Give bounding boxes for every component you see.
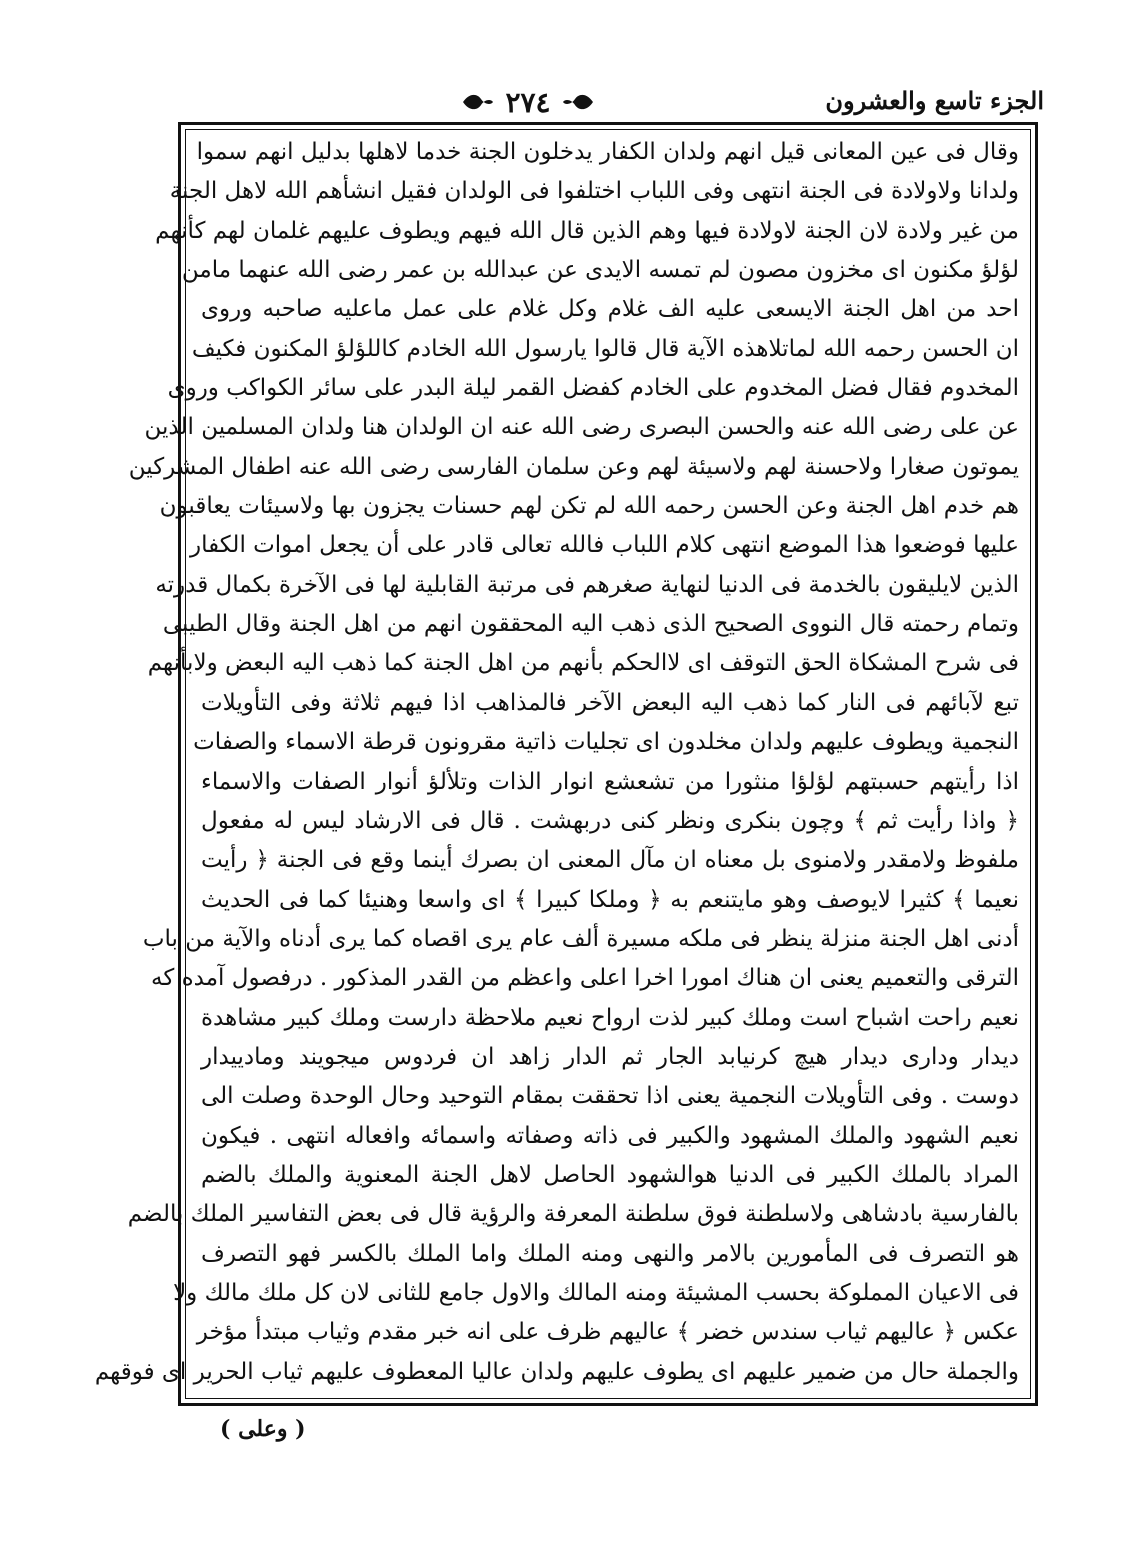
text-line: عن على رضى الله عنه والحسن البصرى رضى الله عنه ان الولدان هنا ولدان المسلمين الذين	[144, 414, 1019, 441]
text-line: ﴿ واذا رأيت ثم ﴾ وچون بنكرى ونظر كنى دربهشت . قال فى الارشاد ليس له مفعول	[201, 807, 1019, 834]
text-line: ولدانا ولاولادة فى الجنة انتهى وفى اللباب اختلفوا فى الولدان فقيل انشأهم الله لاهل الجنة	[169, 178, 1019, 205]
text-line: نعيما ﴾ كثيرا لايوصف وهو مايتنعم به ﴿ وملكا كبيرا ﴾ اى واسعا وهنيئا كما فى الحديث	[201, 886, 1019, 913]
text-line: الذين لايليقون بالخدمة فى الدنيا لنهاية صغرهم فى مرتبة القابلية لها فى الآخرة بكمال قدرته	[155, 571, 1019, 598]
text-line: اذا رأيتهم حسبتهم لؤلؤا منثورا من تشعشع انوار الذات وتلألؤ أنوار الصفات والاسماء	[201, 768, 1019, 795]
text-line: تبع لآبائهم فى النار كما ذهب اليه البعض الآخر فالمذاهب اذا فيهم ثلاثة وفى التأويلات	[201, 689, 1019, 716]
text-line: احد من اهل الجنة الايسعى عليه الف غلام وكل غلام على عمل ماعليه صاحبه وروى	[201, 296, 1019, 323]
text-line: لؤلؤ مكنون اى مخزون مصون لم تمسه الايدى عن عبدالله بن عمر رضى الله عنهما مامن	[181, 257, 1019, 284]
catchword: ( وعلى )	[220, 1416, 306, 1442]
text-line: فى شرح المشكاة الحق التوقف اى لاالحكم بأنهم من اهل الجنة كما ذهب اليه البعض ولابأنهم	[147, 650, 1019, 677]
running-head: الجزء تاسع والعشرون	[825, 86, 1044, 115]
text-line: وتمام رحمته قال النووى الصحيح الذى ذهب اليه المحققون انهم من اهل الجنة وقال الطيبى	[162, 611, 1019, 638]
text-line: نعيم الشهود والملك المشهود والكبير فى ذاته وصفاته واسمائه وافعاله انتهى . فيكون	[201, 1122, 1019, 1149]
page-header	[178, 84, 1044, 124]
left-ornament-icon	[461, 91, 495, 113]
text-line: نعيم راحت اشباح است وملك كبير لذت ارواح نعيم ملاحظة دارست وملك كبير مشاهدة	[201, 1004, 1019, 1031]
text-line: هو التصرف فى المأمورين بالامر والنهى ومنه الملك واما الملك بالكسر فهو التصرف	[201, 1240, 1019, 1267]
text-line: عكس ﴿ عاليهم ثياب سندس خضر ﴾ عاليهم ظرف على انه خبر مقدم وثياب مبتدأ مؤخر	[196, 1319, 1019, 1346]
text-line: وقال فى عين المعانى قيل انهم ولدان الكفار يدخلون الجنة خدما لاهلها بدليل انهم سموا	[196, 139, 1019, 165]
text-line: فى الاعيان المملوكة بحسب المشيئة ومنه المالك والاول جامع للثانى لان كل ملك مالك ولا	[173, 1279, 1019, 1306]
text-line: ديدار ودارى ديدار هيچ كرنيابد الجار ثم الدار زاهد ان فردوس ميجويند ومادييدار	[201, 1043, 1019, 1070]
text-line: المراد بالملك الكبير فى الدنيا هوالشهود الحاصل لاهل الجنة المعنوية والملك بالضم	[201, 1161, 1019, 1188]
text-line: بالفارسية بادشاهى ولاسلطنة فوق سلطنة المعرفة والرؤية قال فى بعض التفاسير الملك بالضم	[127, 1201, 1019, 1228]
text-line: الترقى والتعميم يعنى ان هناك امورا اخرا اعلى واعظم من القدر المذكور . درفصول آمده كه	[151, 965, 1019, 992]
text-line: هم خدم اهل الجنة وعن الحسن رحمه الله لم تكن لهم حسنات يجزون بها ولاسيئات يعاقبون	[159, 493, 1019, 520]
page-number: ٢٧٤	[505, 85, 551, 119]
text-body	[94, 135, 1019, 1393]
text-line: أدنى اهل الجنة منزلة ينظر فى ملكه مسيرة ألف عام يرى اقصاه كما يرى أدناه والآية من باب	[142, 925, 1019, 952]
text-line: يموتون صغارا ولاحسنة لهم ولاسيئة لهم وعن سلمان الفارسى رضى الله عنه اطفال المشركين	[128, 453, 1019, 480]
text-line: والجملة حال من ضمير عليهم اى يطوف عليهم ولدان عاليا المعطوف عليهم ثياب الحرير اى فوقهم	[94, 1358, 1019, 1385]
text-line: من غير ولادة لان الجنة لاولادة فيها وهم الذين قال الله فيهم ويطوف عليهم غلمان لهم كأنهم	[155, 217, 1019, 244]
page-number-box	[448, 84, 608, 120]
text-frame	[94, 122, 1038, 1406]
text-line: دوست . وفى التأويلات النجمية يعنى اذا تحققت بمقام التوحيد وحال الوحدة وصلت الى	[201, 1083, 1019, 1110]
text-line: ان الحسن رحمه الله لماتلاهذه الآية قال قالوا يارسول الله الخادم كاللؤلؤ المكنون فكيف	[191, 335, 1019, 362]
text-line: النجمية ويطوف عليهم ولدان مخلدون اى تجليات ذاتية مقرونون قرطة الاسماء والصفات	[193, 729, 1019, 756]
right-ornament-icon	[561, 91, 595, 113]
text-line: ملفوظ ولامقدر ولامنوى بل معناه ان مآل المعنى ان بصرك أينما وقع فى الجنة ﴿ رأيت	[201, 847, 1019, 874]
text-line: المخدوم فقال فضل المخدوم على الخادم كفضل القمر ليلة البدر على سائر الكواكب وروى	[167, 375, 1019, 402]
text-line: عليها فوضعوا هذا الموضع انتهى كلام اللباب فالله تعالى قادر على أن يجعل اموات الكفار	[189, 532, 1019, 559]
